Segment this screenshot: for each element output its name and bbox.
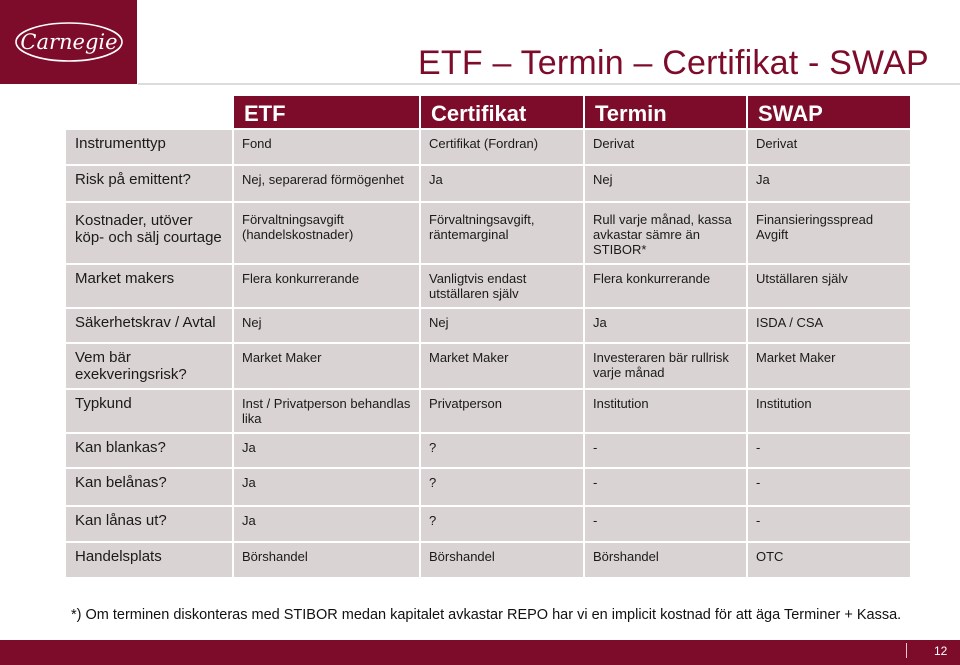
header-certifikat: Certifikat: [420, 95, 584, 129]
cell-certifikat: ?: [420, 433, 584, 468]
table-row: [65, 389, 911, 433]
header-termin: Termin: [584, 95, 747, 129]
footer-divider: [906, 643, 907, 658]
cell-etf: Market Maker: [233, 343, 420, 389]
table-row: [65, 264, 911, 308]
cell-etf: Inst / Privatperson behandlas lika: [233, 389, 420, 433]
cell-termin: Ja: [584, 308, 747, 343]
cell-certifikat: Förvaltningsavgift, räntemarginal: [420, 202, 584, 264]
cell-etf: Flera konkurrerande: [233, 264, 420, 308]
table-row: [65, 343, 911, 389]
cell-etf: Nej, separerad förmögenhet: [233, 165, 420, 202]
table-row: [65, 433, 911, 468]
cell-etf: Nej: [233, 308, 420, 343]
cell-swap: -: [747, 506, 911, 542]
cell-termin: Nej: [584, 165, 747, 202]
cell-certifikat: Privatperson: [420, 389, 584, 433]
cell-certifikat: Certifikat (Fordran): [420, 129, 584, 165]
row-label: Vem bär exekveringsrisk?: [65, 343, 233, 389]
row-label: Kan belånas?: [65, 468, 233, 506]
table-row: [65, 468, 911, 506]
table-row: [65, 129, 911, 165]
cell-etf: Fond: [233, 129, 420, 165]
header-swap: SWAP: [747, 95, 911, 129]
row-label: Kan blankas?: [65, 433, 233, 468]
cell-etf: Ja: [233, 433, 420, 468]
table-header-row: [65, 95, 911, 129]
cell-certifikat: ?: [420, 506, 584, 542]
cell-etf: Förvaltningsavgift (handelskostnader): [233, 202, 420, 264]
header-empty-cell: [65, 95, 233, 129]
cell-swap: Finansieringsspread Avgift: [747, 202, 911, 264]
cell-termin: -: [584, 468, 747, 506]
comparison-table: [64, 94, 912, 579]
row-label: Säkerhetskrav / Avtal: [65, 308, 233, 343]
cell-swap: -: [747, 468, 911, 506]
row-label: Risk på emittent?: [65, 165, 233, 202]
cell-etf: Ja: [233, 506, 420, 542]
cell-swap: -: [747, 433, 911, 468]
logo-wordmark: Carnegie: [19, 30, 118, 54]
cell-certifikat: Nej: [420, 308, 584, 343]
cell-termin: Börshandel: [584, 542, 747, 578]
table-row: [65, 165, 911, 202]
cell-swap: Institution: [747, 389, 911, 433]
cell-termin: Institution: [584, 389, 747, 433]
cell-certifikat: Vanligtvis endast utställaren själv: [420, 264, 584, 308]
cell-swap: Market Maker: [747, 343, 911, 389]
cell-certifikat: ?: [420, 468, 584, 506]
cell-termin: Rull varje månad, kassa avkastar sämre än STIBOR*: [584, 202, 747, 264]
cell-swap: Utställaren själv: [747, 264, 911, 308]
cell-certifikat: Börshandel: [420, 542, 584, 578]
cell-etf: Ja: [233, 468, 420, 506]
table-row: [65, 308, 911, 343]
row-label: Handelsplats: [65, 542, 233, 578]
row-label: Typkund: [65, 389, 233, 433]
cell-termin: Investeraren bär rullrisk varje månad: [584, 343, 747, 389]
row-label: Kostnader, utöver köp- och sälj courtage: [65, 202, 233, 264]
cell-certifikat: Market Maker: [420, 343, 584, 389]
page-title: ETF – Termin – Certifikat - SWAP: [418, 44, 929, 82]
table-row: [65, 542, 911, 578]
footnote: *) Om terminen diskonteras med STIBOR medan kapitalet avkastar REPO har vi en implicit kostnad för att äga Terminer + Kassa.: [71, 607, 902, 623]
page-number: 12: [934, 644, 948, 658]
table-row: [65, 202, 911, 264]
cell-termin: Derivat: [584, 129, 747, 165]
cell-swap: Derivat: [747, 129, 911, 165]
cell-swap: Ja: [747, 165, 911, 202]
table-row: [65, 506, 911, 542]
cell-etf: Börshandel: [233, 542, 420, 578]
cell-swap: ISDA / CSA: [747, 308, 911, 343]
cell-swap: OTC: [747, 542, 911, 578]
row-label: Market makers: [65, 264, 233, 308]
logo-box: [0, 0, 137, 84]
title-divider: [138, 83, 960, 85]
footer-bar: [0, 640, 960, 665]
header-etf: ETF: [233, 95, 420, 129]
row-label: Instrumenttyp: [65, 129, 233, 165]
row-label: Kan lånas ut?: [65, 506, 233, 542]
cell-termin: -: [584, 433, 747, 468]
cell-certifikat: Ja: [420, 165, 584, 202]
carnegie-logo: [13, 19, 125, 65]
cell-termin: -: [584, 506, 747, 542]
cell-termin: Flera konkurrerande: [584, 264, 747, 308]
